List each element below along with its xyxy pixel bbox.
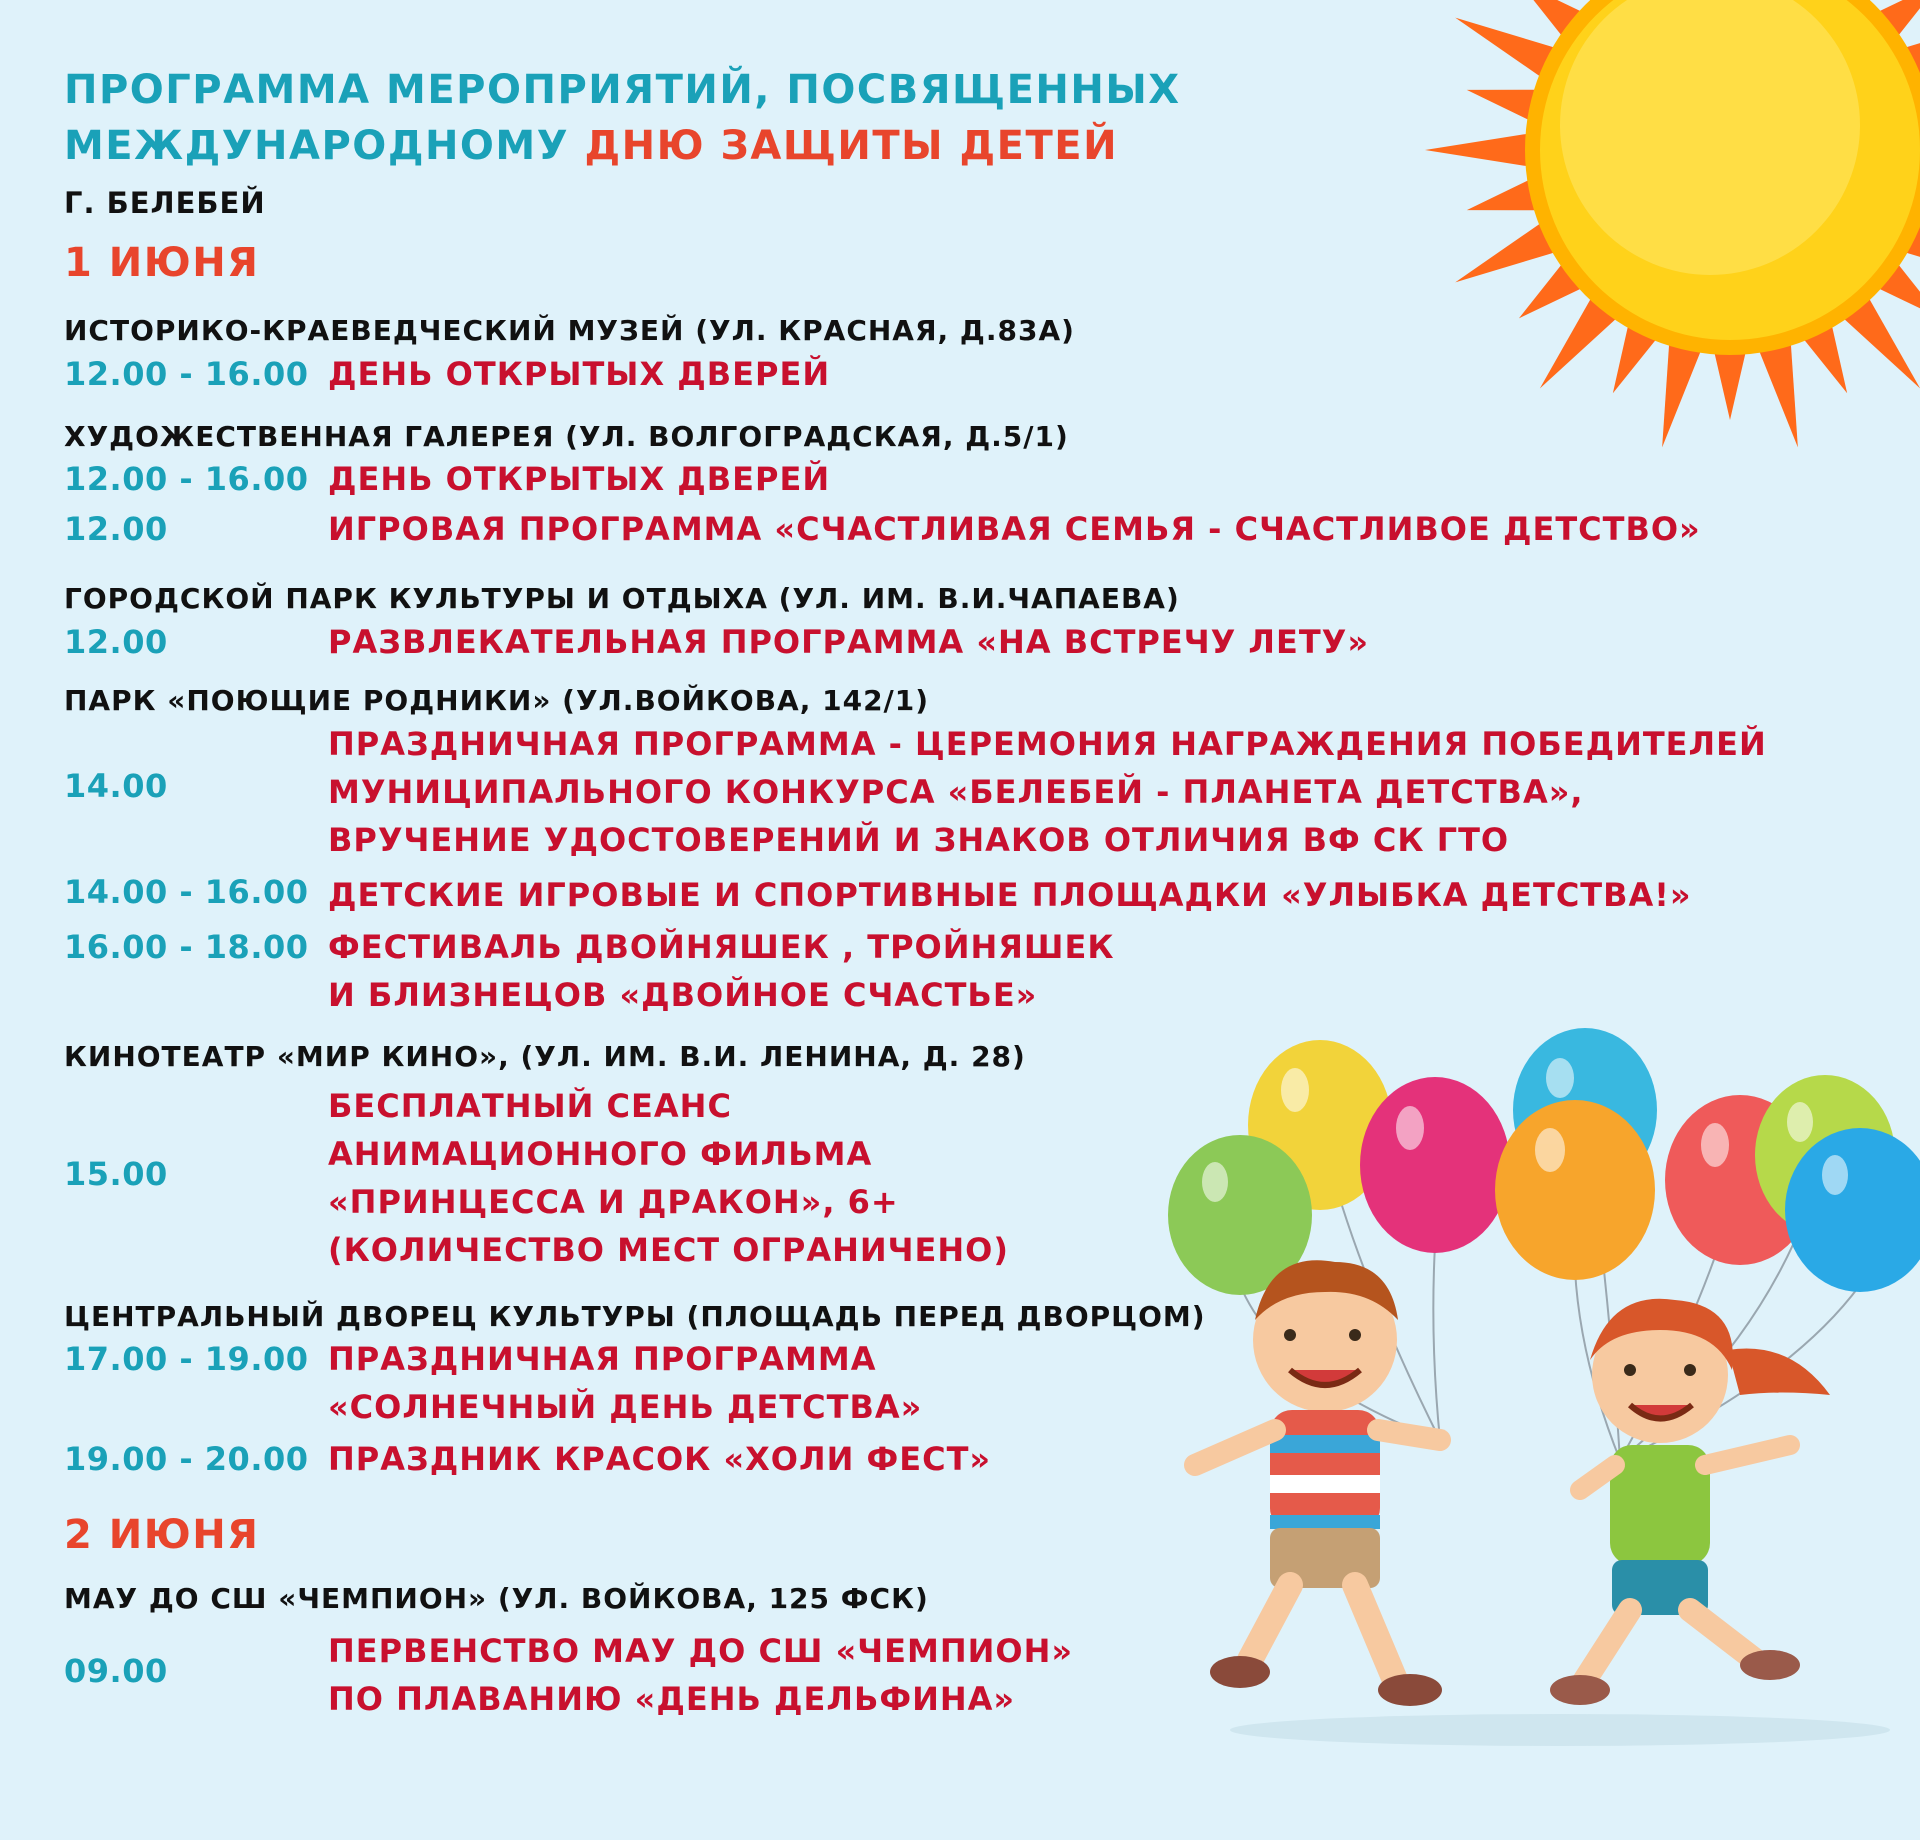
venue-city-park: ГОРОДСКОЙ ПАРК КУЛЬТУРЫ И ОТДЫХА (УЛ. ИМ. В.И.ЧАПАЕВА) — [64, 582, 1180, 615]
venue-museum: ИСТОРИКО-КРАЕВЕДЧЕСКИЙ МУЗЕЙ (УЛ. КРАСНАЯ, Д.83А) — [64, 314, 1075, 347]
event-time: 19.00 - 20.00 — [64, 1440, 309, 1478]
sun-ray — [1425, 132, 1536, 167]
event-title-line: ФЕСТИВАЛЬ ДВОЙНЯШЕК , ТРОЙНЯШЕК — [328, 928, 1115, 966]
event-title-line: АНИМАЦИОННОГО ФИЛЬМА — [328, 1135, 873, 1173]
sun-ray — [1712, 344, 1747, 420]
event-time: 15.00 — [64, 1155, 168, 1193]
event-title-line: ВРУЧЕНИЕ УДОСТОВЕРЕНИЙ И ЗНАКОВ ОТЛИЧИЯ ВФ СК ГТО — [328, 821, 1510, 859]
page-title — [64, 62, 1181, 174]
event-time: 17.00 - 19.00 — [64, 1340, 309, 1378]
event-title-line: «СОЛНЕЧНЫЙ ДЕНЬ ДЕТСТВА» — [328, 1388, 923, 1426]
event-time: 12.00 — [64, 623, 168, 661]
kids-balloons-illustration — [1140, 1000, 1920, 1760]
event-title-line: И БЛИЗНЕЦОВ «ДВОЙНОЕ СЧАСТЬЕ» — [328, 976, 1038, 1014]
sun-illustration — [1420, 0, 1920, 460]
event-title-line: ПРАЗДНИЧНАЯ ПРОГРАММА - ЦЕРЕМОНИЯ НАГРАЖДЕНИЯ ПОБЕДИТЕЛЕЙ — [328, 725, 1767, 763]
event-time: 14.00 - 16.00 — [64, 873, 309, 911]
event-title-line: «ПРИНЦЕССА И ДРАКОН», 6+ — [328, 1183, 899, 1221]
event-time: 16.00 - 18.00 — [64, 928, 309, 966]
event-title: ДЕНЬ ОТКРЫТЫХ ДВЕРЕЙ — [328, 460, 831, 498]
venue-champion-school: МАУ ДО СШ «ЧЕМПИОН» (УЛ. ВОЙКОВА, 125 ФСК) — [64, 1582, 929, 1615]
event-title: ИГРОВАЯ ПРОГРАММА «СЧАСТЛИВАЯ СЕМЬЯ - СЧАСТЛИВОЕ ДЕТСТВО» — [328, 510, 1701, 548]
event-title-line: (КОЛИЧЕСТВО МЕСТ ОГРАНИЧЕНО) — [328, 1231, 1009, 1269]
event-title-line: ПРАЗДНИЧНАЯ ПРОГРАММА — [328, 1340, 877, 1378]
event-title: ПРАЗДНИК КРАСОК «ХОЛИ ФЕСТ» — [328, 1440, 992, 1478]
city-label: Г. БЕЛЕБЕЙ — [64, 186, 266, 220]
event-time: 14.00 — [64, 767, 168, 805]
event-time: 09.00 — [64, 1652, 168, 1690]
title-highlight: ДНЮ ЗАЩИТЫ ДЕТЕЙ — [584, 123, 1119, 169]
event-time: 12.00 - 16.00 — [64, 460, 309, 498]
boy-figure — [1195, 1260, 1442, 1706]
event-title-line: МУНИЦИПАЛЬНОГО КОНКУРСА «БЕЛЕБЕЙ - ПЛАНЕТА ДЕТСТВА», — [328, 773, 1584, 811]
event-title: ДЕТСКИЕ ИГРОВЫЕ И СПОРТИВНЫЕ ПЛОЩАДКИ «УЛЫБКА ДЕТСТВА!» — [328, 876, 1692, 914]
event-time: 12.00 — [64, 510, 168, 548]
date-heading-june-1: 1 ИЮНЯ — [64, 240, 260, 286]
venue-culture-palace: ЦЕНТРАЛЬНЫЙ ДВОРЕЦ КУЛЬТУРЫ (ПЛОЩАДЬ ПЕРЕД ДВОРЦОМ) — [64, 1300, 1206, 1333]
title-line-2-a: МЕЖДУНАРОДНОМУ — [64, 123, 570, 169]
event-title: РАЗВЛЕКАТЕЛЬНАЯ ПРОГРАММА «НА ВСТРЕЧУ ЛЕТУ» — [328, 623, 1369, 661]
event-title-line: ПО ПЛАВАНИЮ «ДЕНЬ ДЕЛЬФИНА» — [328, 1680, 1016, 1718]
title-line-2 — [64, 118, 1181, 174]
title-line-1: ПРОГРАММА МЕРОПРИЯТИЙ, ПОСВЯЩЕННЫХ — [64, 67, 1181, 113]
balloons — [1168, 1028, 1920, 1295]
event-title: ДЕНЬ ОТКРЫТЫХ ДВЕРЕЙ — [328, 355, 831, 393]
girl-figure — [1550, 1299, 1830, 1705]
event-title-line: ПЕРВЕНСТВО МАУ ДО СШ «ЧЕМПИОН» — [328, 1632, 1074, 1670]
venue-gallery: ХУДОЖЕСТВЕННАЯ ГАЛЕРЕЯ (УЛ. ВОЛГОГРАДСКАЯ, Д.5/1) — [64, 420, 1069, 453]
date-heading-june-2: 2 ИЮНЯ — [64, 1512, 260, 1558]
venue-cinema: КИНОТЕАТР «МИР КИНО», (УЛ. ИМ. В.И. ЛЕНИНА, Д. 28) — [64, 1040, 1026, 1073]
venue-singing-springs-park: ПАРК «ПОЮЩИЕ РОДНИКИ» (УЛ.ВОЙКОВА, 142/1) — [64, 684, 930, 717]
event-time: 12.00 - 16.00 — [64, 355, 309, 393]
event-title-line: БЕСПЛАТНЫЙ СЕАНС — [328, 1087, 732, 1125]
